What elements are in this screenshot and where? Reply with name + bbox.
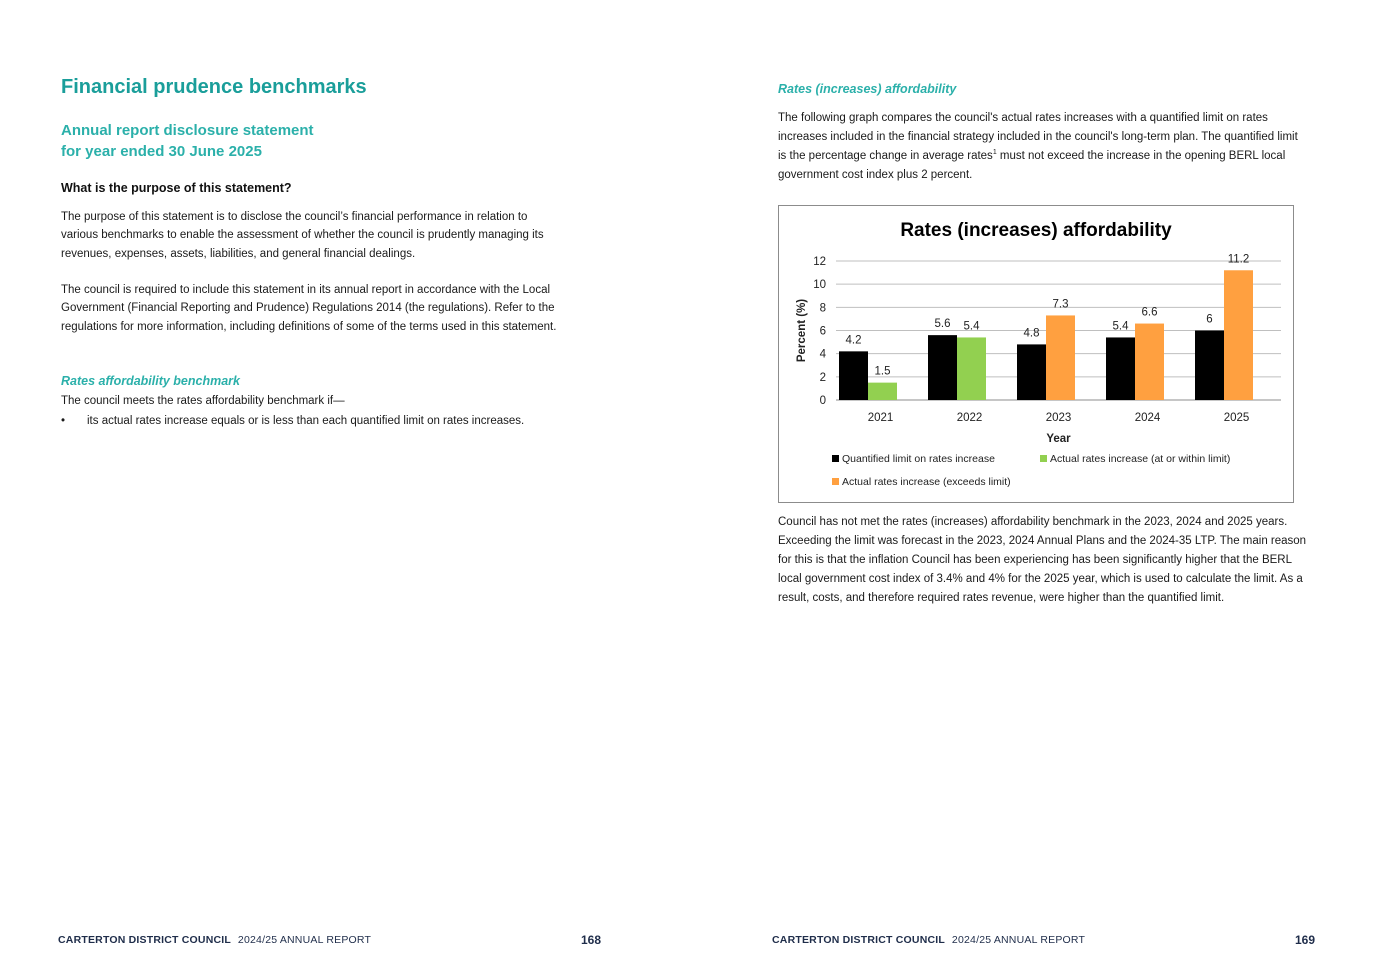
data-label: 11.2 <box>1227 253 1250 266</box>
y-tick-label: 6 <box>819 325 826 338</box>
right-page <box>686 0 1373 955</box>
footnote-mark: 1 <box>992 149 997 157</box>
data-label: 4.2 <box>845 334 862 347</box>
x-tick-label: 2024 <box>1134 412 1161 424</box>
regulations-paragraph: The council is required to include this statement in its annual report in accordance with the Local Government (Financial Reporting and Prudence) Regulations 2014 (the regulations). Refer to the regulations for more information, including definitions of some of the terms used in this statement. <box>61 284 557 333</box>
data-label: 6 <box>1206 313 1213 326</box>
x-tick-label: 2025 <box>1223 412 1250 424</box>
bar-actual-exceeds-limit <box>1046 315 1075 400</box>
legend-label: Actual rates increase (at or within limit) <box>1050 453 1231 465</box>
y-tick-label: 12 <box>813 256 826 268</box>
purpose-heading: What is the purpose of this statement? <box>61 181 292 195</box>
section-heading: Rates (increases) affordability <box>778 82 957 96</box>
y-tick-label: 0 <box>819 395 826 407</box>
left-page <box>0 0 686 955</box>
data-label: 4.8 <box>1023 327 1040 340</box>
legend-label: Actual rates increase (exceeds limit) <box>842 476 1011 488</box>
data-label: 1.5 <box>874 365 891 378</box>
footer-report: 2024/25 ANNUAL REPORT <box>237 934 372 946</box>
legend-swatch <box>832 455 839 462</box>
intro-paragraph <box>778 109 1308 185</box>
y-tick-label: 8 <box>819 302 826 315</box>
benchmark-intro: The council meets the rates affordability benchmark if— <box>61 395 345 407</box>
bar-quantified-limit <box>839 351 868 400</box>
bullet-symbol: • <box>61 415 66 427</box>
purpose-paragraph: The purpose of this statement is to disclose the council’s financial performance in relation to various benchmarks to enable the assessment of whether the council is prudently managing its revenues, expenses, assets, liabilities, and general financial dealings. <box>61 211 544 260</box>
bar-actual-within-limit <box>957 337 986 400</box>
data-label: 5.4 <box>1112 320 1129 333</box>
data-label: 7.3 <box>1052 298 1069 311</box>
footer-report: 2024/25 ANNUAL REPORT <box>951 934 1086 946</box>
intro-text: The following graph compares the council's actual rates increases with a quantified limit on rates increases included in the financial strategy included in the council's long-term plan. The quantified limit is the percentage change in average rates <box>778 112 1298 162</box>
x-tick-label: 2021 <box>867 412 894 424</box>
footer-org: CARTERTON DISTRICT COUNCIL <box>58 934 231 946</box>
page-title: Financial prudence benchmarks <box>61 76 367 98</box>
data-label: 5.6 <box>934 318 951 331</box>
bar-quantified-limit <box>928 335 957 400</box>
legend-label: Quantified limit on rates increase <box>842 453 995 465</box>
chart-svg <box>779 206 1293 502</box>
data-label: 5.4 <box>963 320 980 333</box>
footer <box>58 934 371 946</box>
legend-swatch <box>1040 455 1047 462</box>
footer-org: CARTERTON DISTRICT COUNCIL <box>772 934 945 946</box>
page-number: 169 <box>1295 933 1316 947</box>
conclusion-paragraph: Council has not met the rates (increases) affordability benchmark in the 2023, 2024 and 2025 years. Exceeding the limit was forecast in the 2023, 2024 Annual Plans and the 2024-35 LTP. The main reason for this is that the inflation Council has been experiencing has been significantly higher that the BERL local government cost index of 3.4% and 4% for the 2025 year, which is used to calculate the limit. As a result, costs, and therefore required rates revenue, were higher than the quantified limit. <box>778 516 1307 604</box>
data-label: 6.6 <box>1141 306 1158 319</box>
x-tick-label: 2022 <box>956 412 983 424</box>
footer <box>772 934 1085 946</box>
rates-chart <box>778 205 1294 503</box>
subtitle-line-2: for year ended 30 June 2025 <box>61 143 262 160</box>
x-tick-label: 2023 <box>1045 412 1072 424</box>
bar-actual-exceeds-limit <box>1135 324 1164 400</box>
y-axis-label: Percent (%) <box>796 298 808 363</box>
disclosure-subtitle <box>61 120 461 162</box>
bar-quantified-limit <box>1106 337 1135 400</box>
intro-text-end: must not exceed the increase in the opening BERL local government cost index plus 2 percent. <box>778 150 1286 181</box>
bar-actual-exceeds-limit <box>1224 270 1253 400</box>
page-number: 168 <box>581 933 602 947</box>
y-tick-label: 2 <box>819 371 826 384</box>
bar-quantified-limit <box>1017 344 1046 400</box>
bar-actual-within-limit <box>868 383 897 400</box>
bar-quantified-limit <box>1195 331 1224 401</box>
legend-swatch <box>832 478 839 485</box>
y-tick-label: 4 <box>819 348 826 361</box>
x-axis-label: Year <box>1046 433 1071 445</box>
bullet-text: its actual rates increase equals or is less than each quantified limit on rates increases. <box>87 415 525 427</box>
benchmark-heading: Rates affordability benchmark <box>61 374 240 388</box>
chart-title: Rates (increases) affordability <box>900 220 1172 241</box>
y-tick-label: 10 <box>813 279 826 292</box>
subtitle-line-1: Annual report disclosure statement <box>61 122 314 139</box>
